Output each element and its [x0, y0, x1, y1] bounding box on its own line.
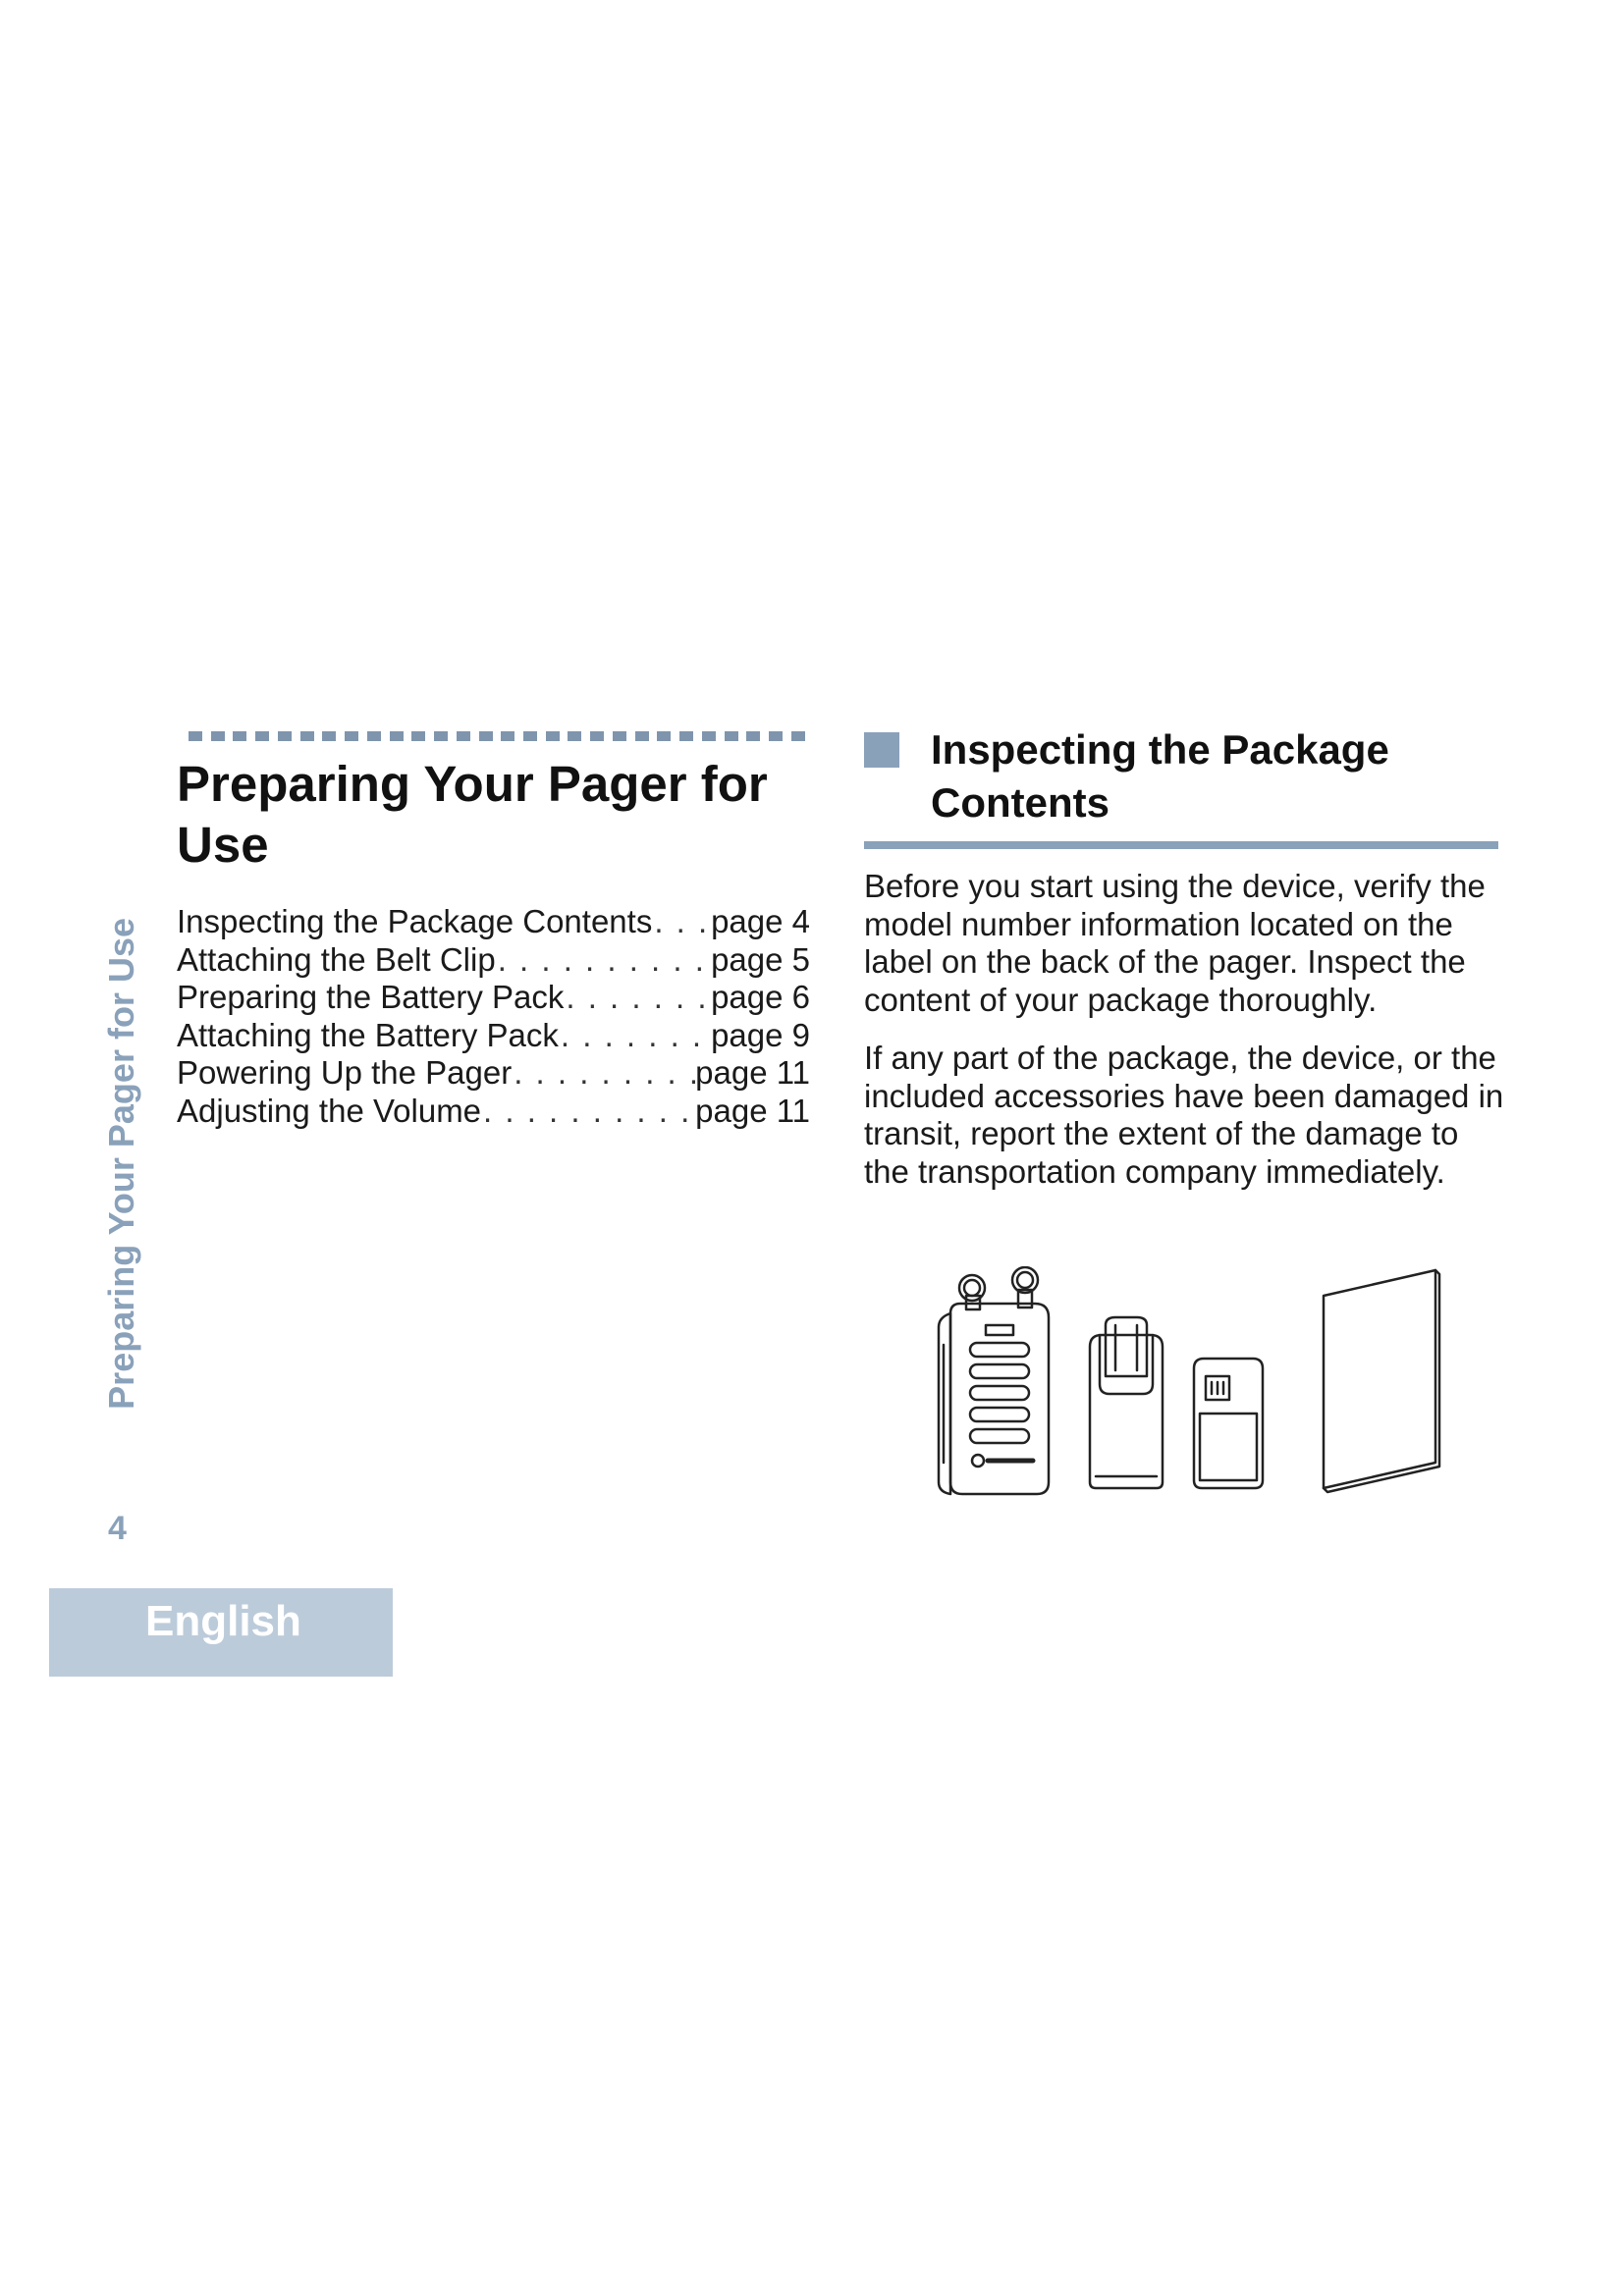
toc-leader: [564, 979, 711, 1017]
toc-entry[interactable]: [177, 979, 810, 1017]
package-contents-illustration: [927, 1266, 1447, 1507]
language-tab: [49, 1588, 393, 1677]
title-decor-bar: [189, 731, 805, 741]
toc-entry-title: Powering Up the Pager: [177, 1054, 513, 1092]
toc-entry[interactable]: [177, 1054, 810, 1093]
battery-pack-icon: [1194, 1359, 1263, 1488]
paragraph: If any part of the package, the device, or the included accessories have been damaged in transit, report the extent of the damage to the transportation company immediately.: [864, 1040, 1504, 1190]
paragraph: Before you start using the device, verify the model number information located on the label on the back of the pager. Inspect the content of your package thoroughly.: [864, 868, 1486, 1018]
toc-leader: [559, 1017, 711, 1055]
toc-leader: [512, 1054, 695, 1093]
pager-icon: [939, 1267, 1049, 1494]
language-label: English: [145, 1597, 301, 1645]
table-of-contents: [177, 903, 810, 1131]
toc-entry-title: Inspecting the Package Contents: [177, 903, 653, 939]
toc-entry-page: page 11: [695, 1054, 810, 1092]
toc-entry-page: page 5: [711, 940, 810, 978]
belt-clip-icon: [1090, 1317, 1163, 1488]
toc-leader: [481, 1093, 695, 1131]
toc-entry[interactable]: [177, 1093, 810, 1131]
toc-entry-title: Preparing the Battery Pack: [177, 979, 565, 1016]
chapter-title: Preparing Your Pager for Use: [177, 756, 768, 873]
chapter-side-tab: Preparing Your Pager for Use: [101, 918, 141, 1410]
toc-leader: [652, 903, 711, 941]
section-heading: Inspecting the Package Contents: [931, 726, 1389, 826]
toc-leader: [496, 941, 711, 980]
toc-entry-title: Attaching the Battery Pack: [177, 1016, 559, 1053]
toc-entry[interactable]: [177, 1017, 810, 1055]
toc-entry-page: page 4: [711, 903, 810, 939]
page-number: 4: [108, 1510, 127, 1547]
toc-entry-title: Adjusting the Volume: [177, 1092, 482, 1129]
toc-entry[interactable]: [177, 941, 810, 980]
section-divider: [864, 841, 1498, 849]
manual-icon: [1324, 1270, 1439, 1492]
toc-entry-page: page 6: [711, 979, 810, 1016]
toc-entry[interactable]: [177, 903, 810, 941]
toc-entry-page: page 11: [695, 1092, 810, 1129]
toc-entry-title: Attaching the Belt Clip: [177, 940, 496, 978]
section-marker-icon: [864, 732, 899, 768]
toc-entry-page: page 9: [711, 1016, 810, 1053]
